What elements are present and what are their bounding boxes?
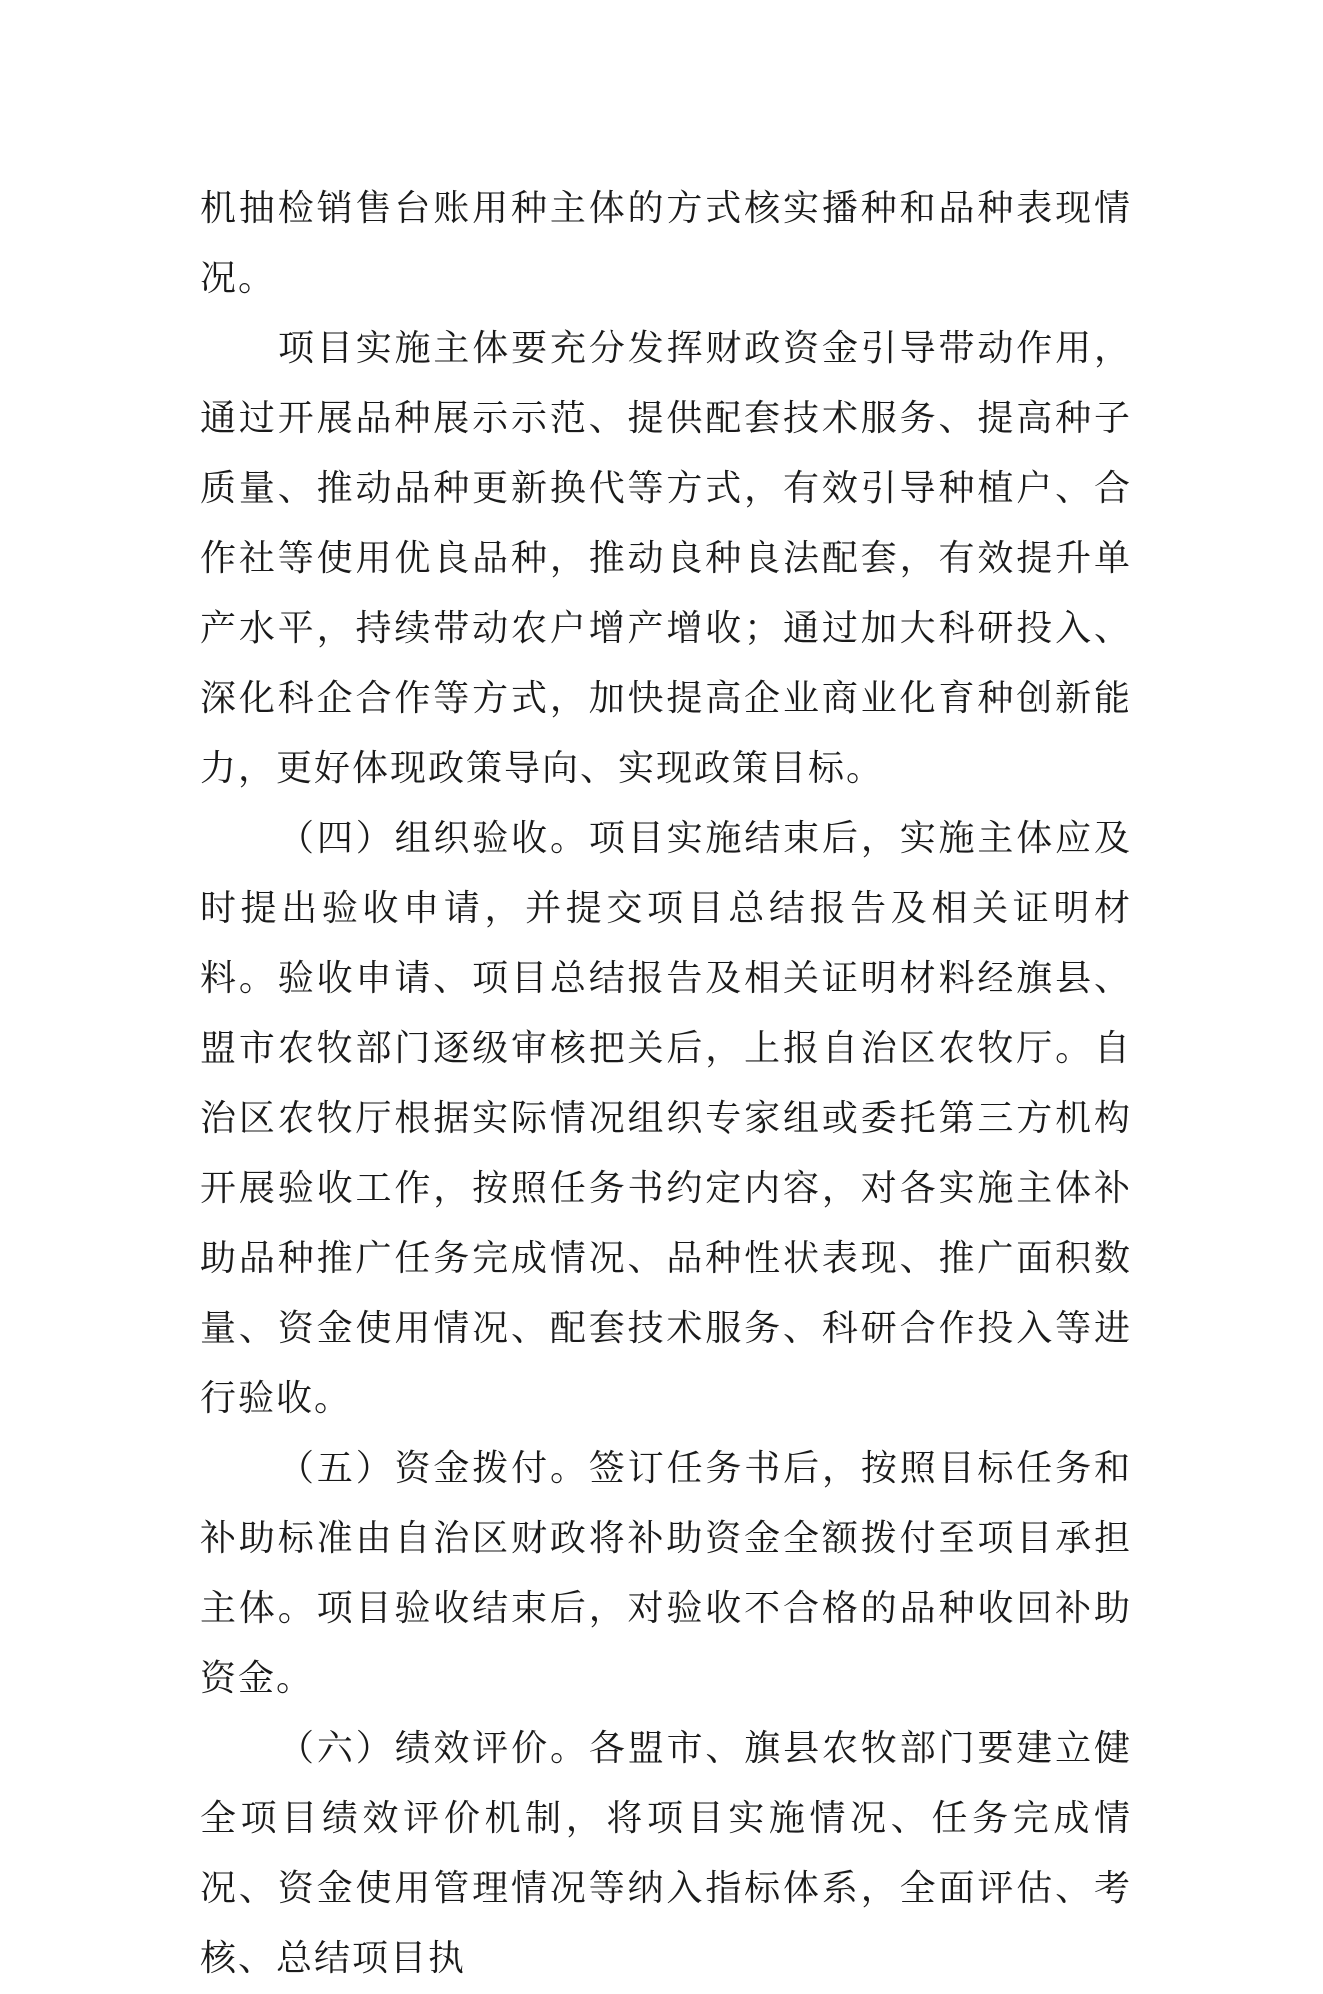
paragraph-implementation bbox=[200, 314, 1132, 804]
paragraph-evaluation bbox=[200, 1714, 1132, 1994]
paragraph-text: 项目实施结束后，实施主体应及时提出验收申请，并提交项目总结报告及相关证明材料。验收申请、项目总结报告及相关证明材料经旗县、盟市农牧部门逐级审核把关后，上报自治区农牧厅。自治区农牧厅根据实际情况组织专家组或委托第三方机构开展验收工作，按照任务书约定内容，对各实施主体补助品种推广任务完成情况、品种性状表现、推广面积数量、资金使用情况、配套技术服务、科研合作投入等进行验收。 bbox=[200, 818, 1132, 1419]
section-heading: （四）组织验收。 bbox=[278, 818, 589, 859]
paragraph-text: 机抽检销售台账用种主体的方式核实播种和品种表现情况。 bbox=[200, 188, 1132, 299]
section-heading: （五）资金拨付。 bbox=[278, 1448, 589, 1489]
paragraph-continuation bbox=[200, 174, 1132, 314]
paragraph-acceptance bbox=[200, 804, 1132, 1434]
paragraph-text: 各盟市、旗县农牧部门要建立健全项目绩效评价机制，将项目实施情况、任务完成情况、资金使用管理情况等纳入指标体系，全面评估、考核、总结项目执 bbox=[200, 1728, 1132, 1979]
section-heading: （六）绩效评价。 bbox=[278, 1728, 589, 1769]
paragraph-text: 项目实施主体要充分发挥财政资金引导带动作用，通过开展品种展示示范、提供配套技术服务、提高种子质量、推动品种更新换代等方式，有效引导种植户、合作社等使用优良品种，推动良种良法配套，有效提升单产水平，持续带动农户增产增收；通过加大科研投入、深化科企合作等方式，加快提高企业商业化育种创新能力，更好体现政策导向、实现政策目标。 bbox=[200, 328, 1132, 789]
paragraph-funding bbox=[200, 1434, 1132, 1714]
paragraph-text: 签订任务书后，按照目标任务和补助标准由自治区财政将补助资金全额拨付至项目承担主体。项目验收结束后，对验收不合格的品种收回补助资金。 bbox=[200, 1448, 1132, 1699]
document-body bbox=[200, 174, 1132, 1994]
